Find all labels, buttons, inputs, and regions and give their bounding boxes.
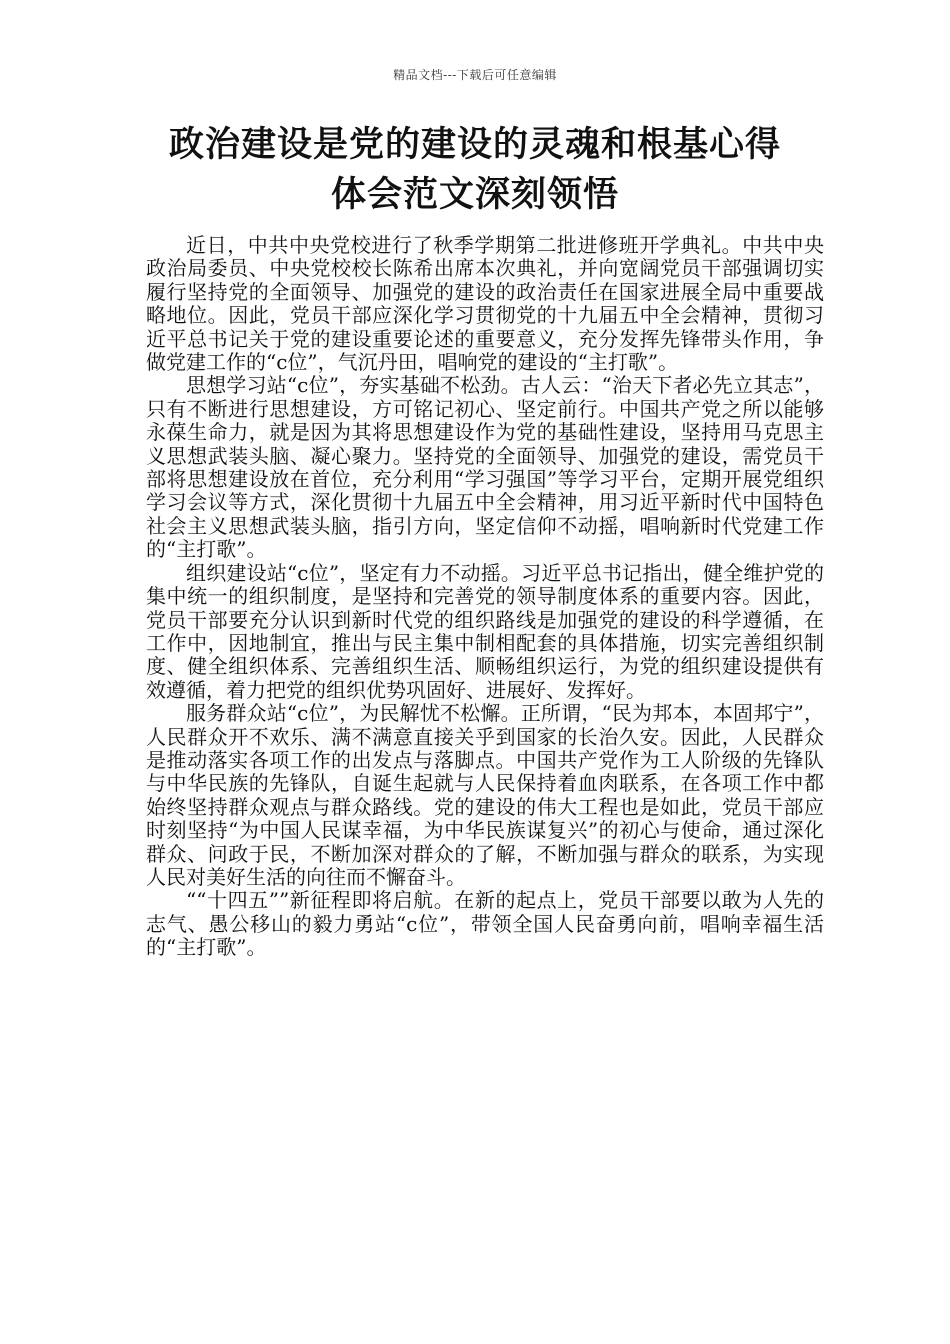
title-line-2: 体会范文深刻领悟 [330, 175, 619, 215]
paragraph-thought-study: 思想学习站“c位”，夯实基础不松劲。古人云：“治天下者必先立其志”，只有不断进行思想建设，方可铭记初心、坚定前行。中国共产党之所以能够永葆生命力，就是因为其将思想建设作为党的基础性建设，坚持用马克思主义思想武装头脑、凝心聚力。坚持党的全面领导、加强党的建设，需党员干部将思想建设放在首位，充分利用“学习强国”等学习平台，定期开展党组织学习会议等方式，深化贯彻十九届五中全会精神，用习近平新时代中国特色社会主义思想武装头脑，指引方向，坚定信仰不动摇，唱响新时代党建工作的“主打歌”。 [146, 373, 824, 562]
title-line-1: 政治建设是党的建设的灵魂和根基心得 [168, 125, 781, 165]
paragraph-conclusion: ““十四五””新征程即将启航。在新的起点上，党员干部要以敢为人先的志气、愚公移山的毅力勇站“c位”，带领全国人民奋勇向前，唱响幸福生活的“主打歌”。 [146, 888, 824, 960]
paragraph-intro: 近日，中共中央党校进行了秋季学期第二批进修班开学典礼。中共中央政治局委员、中央党校校长陈希出席本次典礼，并向宽阔党员干部强调切实履行坚持党的全面领导、加强党的建设的政治责任在国家进展全局中重要战略地位。因此，党员干部应深化学习贯彻党的十九届五中全会精神，贯彻习近平总书记关于党的建设重要论述的重要意义，充分发挥先锋带头作用，争做党建工作的“c位”，气沉丹田，唱响党的建设的“主打歌”。 [146, 233, 824, 375]
document-title [100, 120, 850, 220]
paragraph-serve-people: 服务群众站“c位”，为民解忧不松懈。正所谓，“民为邦本，本固邦宁”，人民群众开不欢乐、满不满意直接关乎到国家的长治久安。因此，人民群众是推动落实各项工作的出发点与落脚点。中国共产党作为工人阶级的先锋队与中华民族的先锋队，自诞生起就与人民保持着血肉联系，在各项工作中都始终坚持群众观点与群众路线。党的建设的伟大工程也是如此，党员干部应时刻坚持“为中国人民谋幸福，为中华民族谋复兴”的初心与使命，通过深化群众、问政于民，不断加深对群众的了解，不断加强与群众的联系，为实现人民对美好生活的向往而不懈奋斗。 [146, 701, 824, 889]
header-note: 精品文档---下载后可任意编辑 [393, 68, 557, 82]
document-body [146, 234, 824, 960]
paragraph-organization: 组织建设站“c位”，坚定有力不动摇。习近平总书记指出，健全维护党的集中统一的组织制度，是坚持和完善党的领导制度体系的重要内容。因此，党员干部要充分认识到新时代党的组织路线是加强党的建设的科学遵循，在工作中，因地制宜，推出与民主集中制相配套的具体措施，切实完善组织制度、健全组织体系、完善组织生活、顺畅组织运行，为党的组织建设提供有效遵循，着力把党的组织优势巩固好、进展好、发挥好。 [146, 560, 824, 702]
